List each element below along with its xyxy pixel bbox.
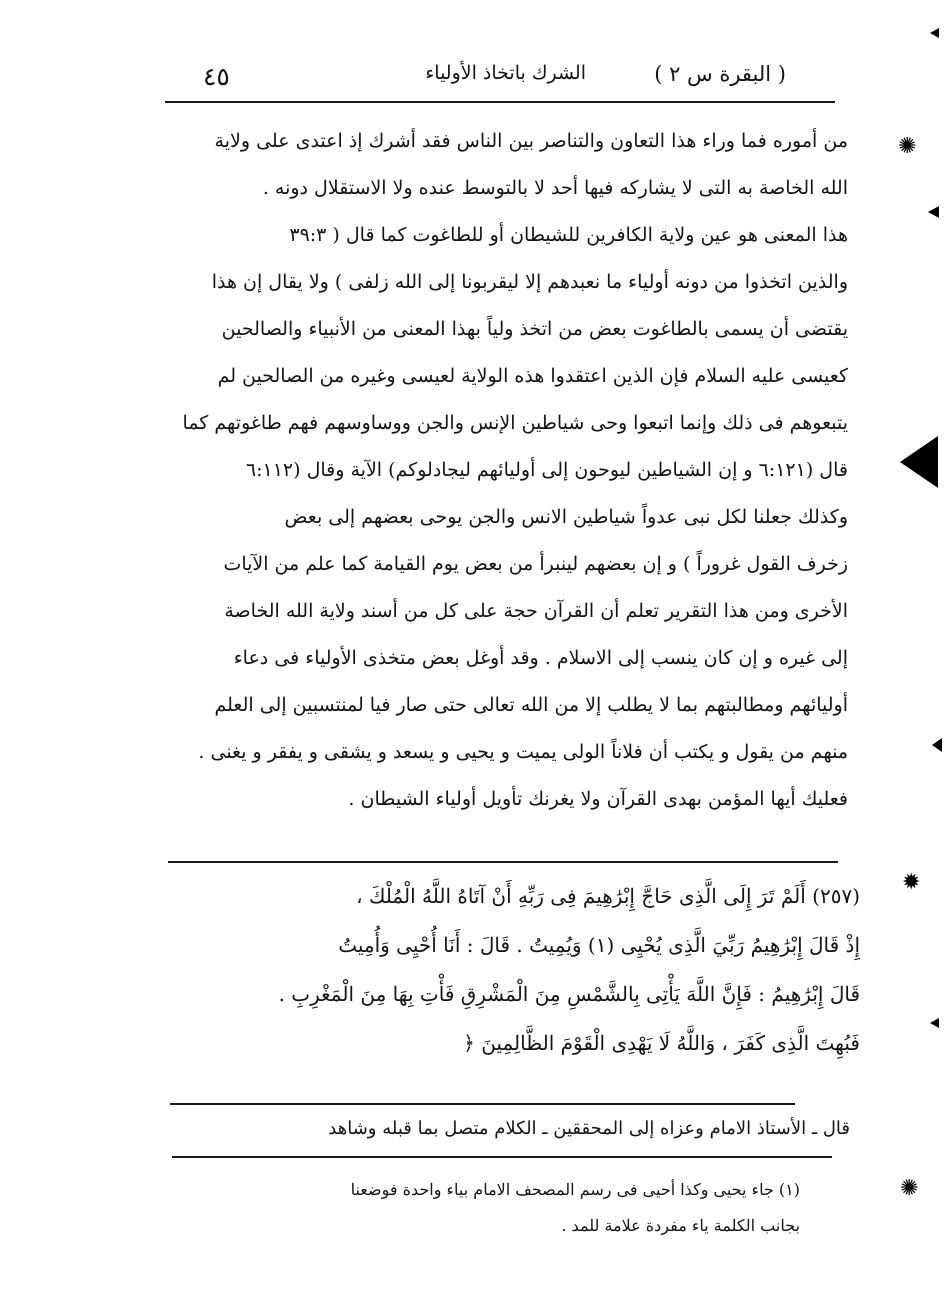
margin-arrow-icon <box>932 738 942 752</box>
text-line: وكذلك جعلنا لكل نبى عدواً شياطين الانس والجن يوحى بعضهم إلى بعض <box>284 506 848 528</box>
text-line: زخرف القول غروراً ) و إن بعضهم لينبرأ من بعض يوم القيامة كما علم من الآيات <box>223 553 848 575</box>
verse-line: (٢٥٧) أَلَمْ تَرَ إِلَى الَّذِى حَاجَّ إِبْرَٰهِيمَ فِى رَبِّهِ أَنْ آتَاهُ اللَّهُ الْمُلْكَ ، <box>356 884 860 908</box>
verse-line: فَبُهِتَ الَّذِى كَفَرَ ، وَاللَّهُ لَا يَهْدِى الْقَوْمَ الظَّالِمِينَ ﴿ <box>463 1031 860 1055</box>
text-line: هذا المعنى هو عين ولاية الكافرين للشيطان أو للطاغوت كما قال ( ٣٩:٣ <box>289 224 848 246</box>
surah-reference: ( البقرة س ٢ ) <box>654 62 786 86</box>
margin-blot-icon: ✹ <box>902 870 921 895</box>
text-line: الأخرى ومن هذا التقرير تعلم أن القرآن حجة على كل من أسند ولاية الله الخاصة <box>224 600 848 622</box>
footnote-rule <box>172 1156 832 1158</box>
text-line: الله الخاصة به التى لا يشاركه فيها أحد لا بالتوسط عنده ولا الاستقلال دونه . <box>262 177 848 199</box>
margin-blot-icon: ✺ <box>898 134 917 159</box>
text-line: منهم من يقول و يكتب أن فلاناً الولى يميت و يحيى و يسعد و يشقى و يفقر و يغنى . <box>198 741 848 763</box>
page-number: ٤٥ <box>203 62 230 91</box>
text-line: فعليك أيها المؤمن بهدى القرآن ولا يغرنك تأويل أولياء الشيطان . <box>348 788 848 810</box>
footnote-line: (١) جاء يحيى وكذا أحيى فى رسم المصحف الامام بياء واحدة فوضعنا <box>350 1180 800 1199</box>
text-line: إلى غيره و إن كان ينسب إلى الاسلام . وقد أوغل بعض متخذى الأولياء فى دعاء <box>233 647 848 669</box>
main-text <box>90 118 848 823</box>
verse-line: قَالَ إِبْرَٰهِيمُ : فَإِنَّ اللَّهَ يَأْتِى بِالشَّمْسِ مِنَ الْمَشْرِقِ فَأْتِ بِهَا مِنَ الْمَغْرِبِ . <box>278 982 860 1006</box>
text-line: أوليائهم ومطالبتهم بما لا يطلب إلا من الله تعالى حتى صار فيا لمنتسبين إلى العلم <box>214 694 848 716</box>
text-line: كعيسى عليه السلام فإن الذين اعتقدوا هذه الولاية لعيسى وغيره من الصالحين لم <box>217 365 848 387</box>
margin-arrow-icon <box>930 1018 939 1028</box>
text-line: من أموره فما وراء هذا التعاون والتناصر بين الناس فقد أشرك إذ اعتدى على ولاية <box>214 130 848 152</box>
quran-verse-block <box>100 872 860 1068</box>
section-topic: الشرك باتخاذ الأولياء <box>425 62 586 84</box>
margin-arrow-icon <box>928 206 939 218</box>
text-line: يقتضى أن يسمى بالطاغوت بعض من اتخذ ولياً بهذا المعنى من الأنبياء والصالحين <box>221 318 848 340</box>
margin-arrow-icon <box>900 436 938 488</box>
verse-line: إِذْ قَالَ إِبْرَٰهِيمُ رَبِّيَ الَّذِى يُحْيِى (١) وَيُمِيتُ . قَالَ : أَنَا أُحْيِى وَأُمِيتُ <box>338 933 860 957</box>
margin-arrow-icon <box>930 28 939 38</box>
text-line: يتبعوهم فى ذلك وإنما اتبعوا وحى شياطين الإنس والجن ووساوسهم فهم طاغوتهم كما <box>182 412 848 434</box>
text-line: قال (٦:١٢١ و إن الشياطين ليوحون إلى أوليائهم ليجادلوكم) الآية وقال (٦:١١٢ <box>245 459 848 481</box>
footnote-line: بجانب الكلمة ياء مفردة علامة للمد . <box>561 1216 800 1235</box>
commentary-intro: قال ـ الأستاذ الامام وعزاه إلى المحققين ـ الكلام متصل بما قبله وشاهد <box>328 1118 850 1139</box>
margin-blot-icon: ✺ <box>900 1176 919 1201</box>
verse-bottom-rule <box>170 1103 795 1105</box>
running-header <box>0 62 946 102</box>
text-line: والذين اتخذوا من دونه أولياء ما نعبدهم إلا ليقربونا إلى الله زلفى ) ولا يقال إن هذا <box>211 271 848 293</box>
verse-top-rule <box>168 861 838 863</box>
header-rule <box>165 101 835 103</box>
footnote <box>130 1172 800 1244</box>
